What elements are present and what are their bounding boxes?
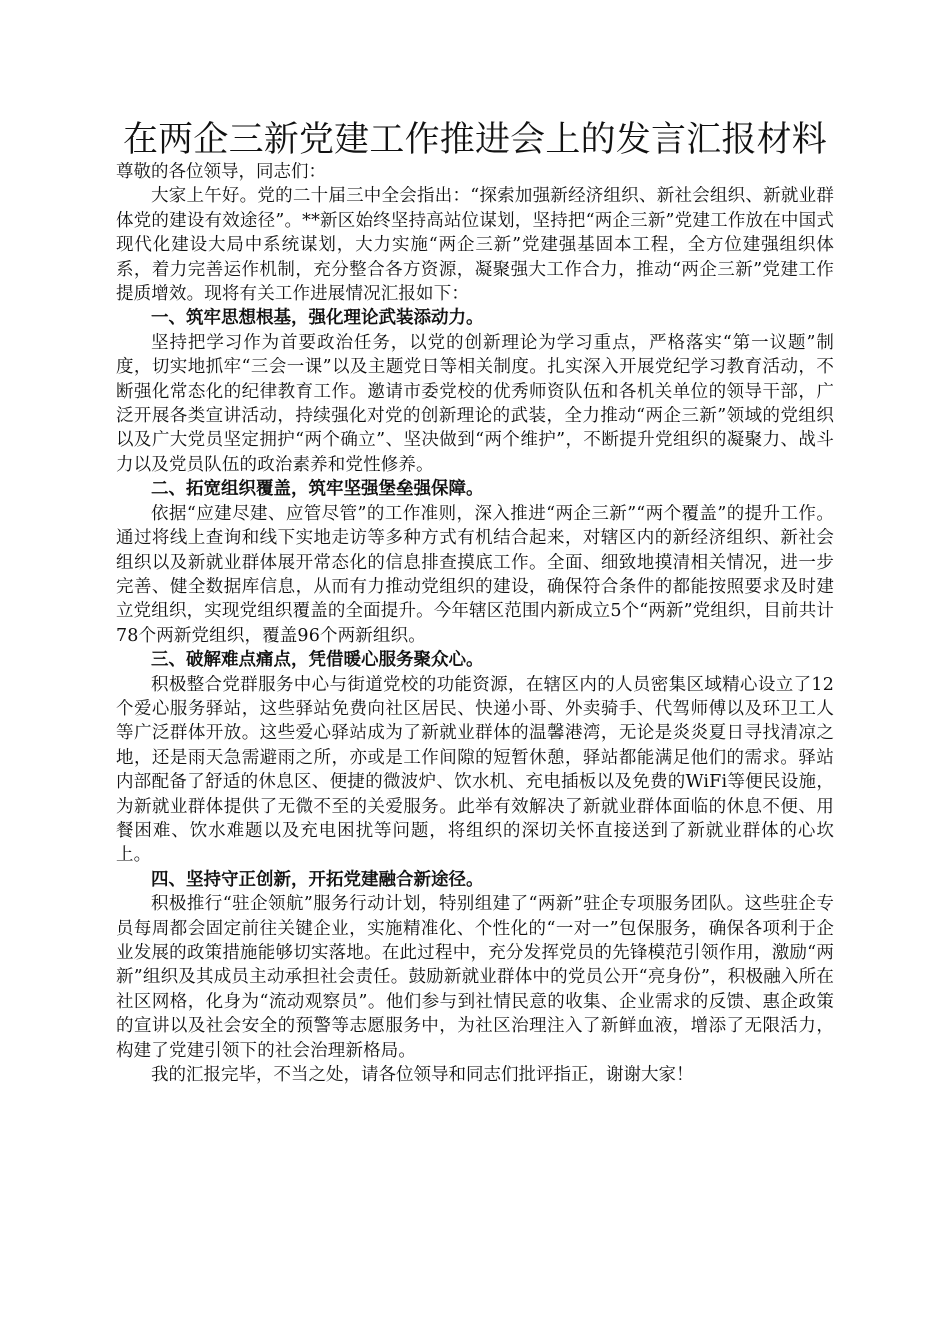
- section-heading-1: 一、筑牢思想根基，强化理论武装添动力。: [151, 308, 484, 329]
- salutation: 尊敬的各位领导，同志们：: [116, 162, 326, 182]
- intro-paragraph: 大家上午好。党的二十届三中全会指出：“探索加强新经济组织、新社会组织、新就业群体党的建设有效途径”。**新区始终坚持高站位谋划，坚持把“两企三新”党建工作放在中国式现代化建设大局中系统谋划，大力实施“两企三新”党建强基固本工程，全方位建强组织体系，着力完善运作机制，充分整合各方资源，凝聚强大工作合力，推动“两企三新”党建工作提质增效。现将有关工作进展情况汇报如下：: [116, 186, 834, 305]
- document-title: 在两企三新党建工作推进会上的发言汇报材料: [122, 120, 827, 160]
- document-page: [116, 118, 834, 1087]
- section-heading-4: 四、坚持守正创新，开拓党建融合新途径。: [151, 869, 484, 890]
- section-body-3: 积极整合党群服务中心与街道党校的功能资源，在辖区内的人员密集区域精心设立了12个爱心服务驿站，这些驿站免费向社区居民、快递小哥、外卖骑手、代驾师傅以及环卫工人等广泛群体开放。这些爱心驿站成为了新就业群体的温馨港湾，无论是炎炎夏日寻找清凉之地，还是雨天急需避雨之所，亦或是工作间隙的短暂休憩，驿站都能满足他们的需求。驿站内部配备了舒适的休息区、便捷的微波炉、饮水机、充电插板以及免费的WiFi等便民设施，为新就业群体提供了无微不至的关爱服务。此举有效解决了新就业群体面临的休息不便、用餐困难、饮水难题以及充电困扰等问题，将组织的深切关怀直接送到了新就业群体的心坎上。: [116, 674, 834, 866]
- section-heading-3: 三、破解难点痛点，凭借暖心服务聚众心。: [151, 650, 484, 671]
- section-body-4: 积极推行“驻企领航”服务行动计划，特别组建了“两新”驻企专项服务团队。这些驻企专员每周都会固定前往关键企业，实施精准化、个性化的“一对一”包保服务，确保各项利于企业发展的政策措施能够切实落地。在此过程中，充分发挥党员的先锋模范引领作用，激励“两新”组织及其成员主动承担社会责任。鼓励新就业群体中的党员公开“亮身份”，积极融入所在社区网格，化身为“流动观察员”。他们参与到社情民意的收集、企业需求的反馈、惠企政策的宣讲以及社会安全的预警等志愿服务中，为社区治理注入了新鲜血液，增添了无限活力，构建了党建引领下的社会治理新格局。: [116, 894, 834, 1061]
- section-body-1: 坚持把学习作为首要政治任务，以党的创新理论为学习重点，严格落实“第一议题”制度，切实地抓牢“三会一课”以及主题党日等相关制度。扎实深入开展党纪学习教育活动，不断强化常态化的纪律教育工作。邀请市委党校的优秀师资队伍和各机关单位的领导干部，广泛开展各类宣讲活动，持续强化对党的创新理论的武装，全力推动“两企三新”领域的党组织以及广大党员坚定拥护“两个确立”、坚决做到“两个维护”，不断提升党组织的凝聚力、战斗力以及党员队伍的政治素养和党性修养。: [116, 332, 834, 475]
- section-heading-2: 二、拓宽组织覆盖，筑牢坚强堡垒强保障。: [151, 479, 484, 500]
- closing-paragraph: 我的汇报完毕，不当之处，请各位领导和同志们批评指正，谢谢大家！: [151, 1065, 694, 1086]
- section-body-2: 依据“应建尽建、应管尽管”的工作准则，深入推进“两企三新”“两个覆盖”的提升工作。通过将线上查询和线下实地走访等多种方式有机结合起来，对辖区内的新经济组织、新社会组织以及新就业群体展开常态化的信息排查摸底工作。全面、细致地摸清相关情况，进一步完善、健全数据库信息，从而有力推动党组织的建设，确保符合条件的都能按照要求及时建立党组织，实现党组织覆盖的全面提升。今年辖区范围内新成立5个“两新”党组织，目前共计78个两新党组织，覆盖96个两新组织。: [116, 503, 834, 646]
